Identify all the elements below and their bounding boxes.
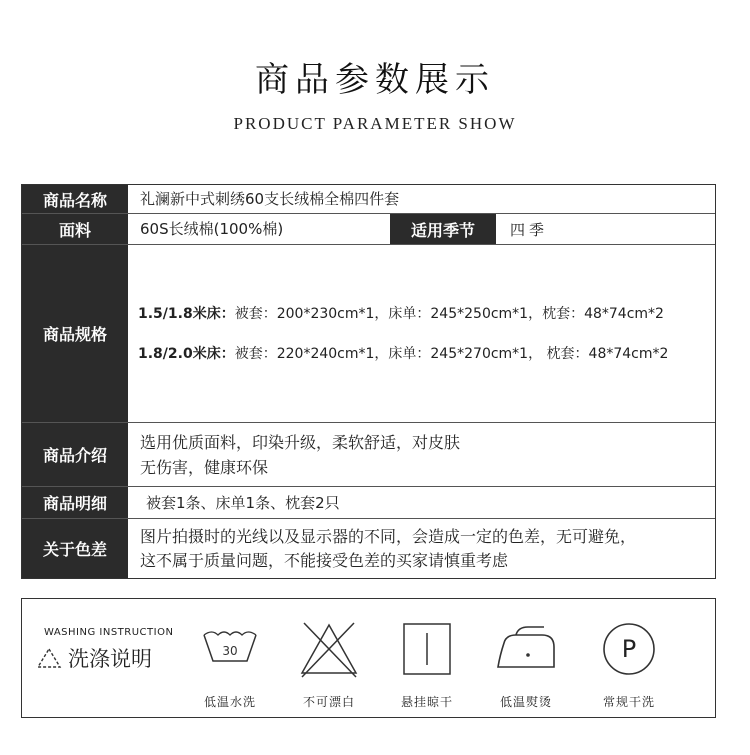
value-season: 四季 [510, 220, 549, 239]
spec-detail: 被套：200*230cm*1，床单：245*250cm*1，枕套：48*74cm*2 [234, 305, 664, 322]
hang-dry-icon [396, 619, 458, 681]
washing-title-cn-text: 洗涤说明 [68, 647, 152, 671]
care-label: 悬挂晾干 [400, 695, 453, 709]
label-detail: 商品明细 [22, 487, 128, 518]
color-line: 图片拍摄时的光线以及显示器的不同，会造成一定的色差，无可避免， [140, 526, 637, 546]
intro-line: 无伤害，健康环保 [140, 457, 269, 477]
care-label: 低温熨烫 [499, 695, 552, 709]
care-item-bleach [279, 619, 379, 709]
washing-instruction-panel [21, 598, 716, 718]
label-product-name: 商品名称 [22, 185, 128, 213]
iron-low-icon [494, 619, 558, 681]
color-line: 这不属于质量问题，不能接受色差的买家请慎重考虑 [140, 550, 509, 570]
row-fabric [22, 214, 715, 245]
page-title: 商品参数展示 [255, 60, 495, 100]
label-color: 关于色差 [22, 519, 128, 578]
spec-size: 1.8/2.0米床： [138, 345, 235, 362]
care-item-iron [476, 619, 576, 709]
care-label: 常规干洗 [602, 695, 655, 709]
dry-clean-p-icon [599, 619, 659, 679]
intro-line: 选用优质面料，印染升级，柔软舒适，对皮肤 [140, 432, 461, 452]
value-detail: 被套1条、床单1条、枕套2只 [146, 493, 340, 512]
value-fabric: 60S长绒棉(100%棉) [140, 220, 284, 238]
wash-tub-icon [200, 619, 260, 665]
row-detail [22, 487, 715, 519]
value-color [128, 519, 715, 578]
row-spec [22, 245, 715, 423]
care-item-dryclean [579, 619, 679, 709]
spec-size: 1.5/1.8米床： [138, 305, 235, 322]
care-item-hang [377, 619, 477, 709]
care-label: 不可漂白 [302, 695, 355, 709]
value-product-name: 礼澜新中式刺绣60支长绒棉全棉四件套 [140, 190, 400, 208]
care-item-wash [180, 619, 280, 709]
spec-detail: 被套：220*240cm*1，床单：245*270cm*1， 枕套：48*74cm*2 [234, 345, 669, 362]
label-spec: 商品规格 [22, 245, 128, 422]
label-season: 适用季节 [390, 214, 496, 244]
dry-clean-letter: P [621, 635, 637, 663]
washing-title-en: WASHING INSTRUCTION [44, 627, 174, 638]
care-label: 低温水洗 [203, 695, 256, 709]
label-intro: 商品介绍 [22, 423, 128, 486]
row-color [22, 519, 715, 578]
row-intro [22, 423, 715, 487]
no-bleach-icon [298, 619, 360, 681]
wash-temp: 30 [222, 644, 238, 658]
spec-line [138, 294, 715, 334]
washing-title-cn [36, 643, 152, 673]
spec-line [138, 334, 715, 374]
page-subtitle: PRODUCT PARAMETER SHOW [233, 114, 517, 133]
value-intro [128, 423, 715, 486]
parameter-table [21, 184, 716, 579]
value-spec [128, 245, 715, 422]
row-product-name [22, 185, 715, 214]
warning-triangle-icon [36, 647, 62, 669]
label-fabric: 面料 [22, 214, 128, 244]
